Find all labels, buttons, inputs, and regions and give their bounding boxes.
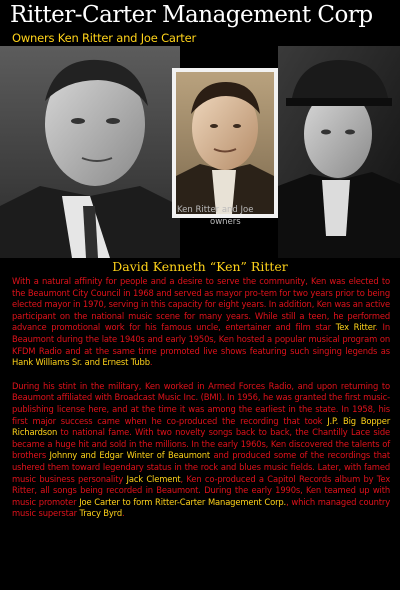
- inset-caption-line2: owners: [210, 217, 241, 227]
- highlighted-name: Tex Ritter: [335, 322, 376, 333]
- portrait-right: [278, 46, 400, 258]
- highlighted-name: Tracy Byrd: [79, 508, 122, 519]
- inset-caption-line1: Ken Ritter and Joe: [177, 205, 254, 215]
- biography-paragraph-2: [12, 381, 390, 520]
- highlighted-name: Johnny and Edgar Winter of Beaumont: [49, 450, 210, 461]
- highlighted-name: Jack Clement: [126, 473, 181, 484]
- page-title: Ritter-Carter Management Corp: [10, 2, 373, 28]
- highlighted-name: J.P. Big Bopper Richardson: [12, 415, 390, 438]
- biography-paragraph-1: [12, 276, 390, 369]
- portrait-inset: [172, 68, 278, 218]
- photo-collage: [0, 46, 400, 258]
- text-run: , which managed country music superstar: [12, 496, 391, 519]
- biography: [12, 276, 390, 532]
- highlighted-name: Joe Carter to form Ritter-Carter Management Corp.: [79, 496, 287, 507]
- text-run: With a natural affinity for people and a desire to serve the community, Ken was elected to the Beaumont City Council in 1968 and served as mayor pro-tem for two years prior to being elected mayor in 1970, serving in this capacity for eight years. In addition, Ken was an active participant on the national music scene for many years. While still a teen, he performed advance promotional work for his famous uncle, entertainer and film star: [12, 276, 390, 333]
- text-run: . In Beaumont during the late 1940s and early 1950s, Ken hosted a popular musical program on KFDM Radio and at the same time promoted live shows featuring such singing legends as: [12, 322, 390, 356]
- page-subtitle: Owners Ken Ritter and Joe Carter: [12, 31, 197, 45]
- person-name-caption: David Kenneth “Ken” Ritter: [112, 259, 288, 274]
- text-run: .: [122, 508, 125, 519]
- text-run: , Ken co-produced a Capitol Records album by Tex Ritter, all songs being recorded in Beaumont. During the early 1990s, Ken teamed up with music promoter: [12, 473, 390, 507]
- text-run: During his stint in the military, Ken worked in Armed Forces Radio, and upon returning to Beaumont affiliated with Broadcast Music Inc. (BMI). In 1956, he was granted the first music-publishing license here, and at the time it was among the earliest in the state. In 1958, his first major success came when he co-produced the recording that took: [12, 380, 390, 426]
- text-run: .: [149, 357, 153, 368]
- portrait-left: [0, 46, 180, 258]
- highlighted-name: Hank Williams Sr. and Ernest Tubb: [12, 357, 150, 368]
- text-run: to national fame. With two novelty songs back to back, the Chantilly Lace side became a huge hit and sold in the millions. In the early 1960s, Ken discovered the talents of brothers: [12, 427, 390, 461]
- text-run: and produced some of the recordings that ushered them toward legendary status in the rock and blues music fields. Later, with famed music business personality: [12, 450, 391, 484]
